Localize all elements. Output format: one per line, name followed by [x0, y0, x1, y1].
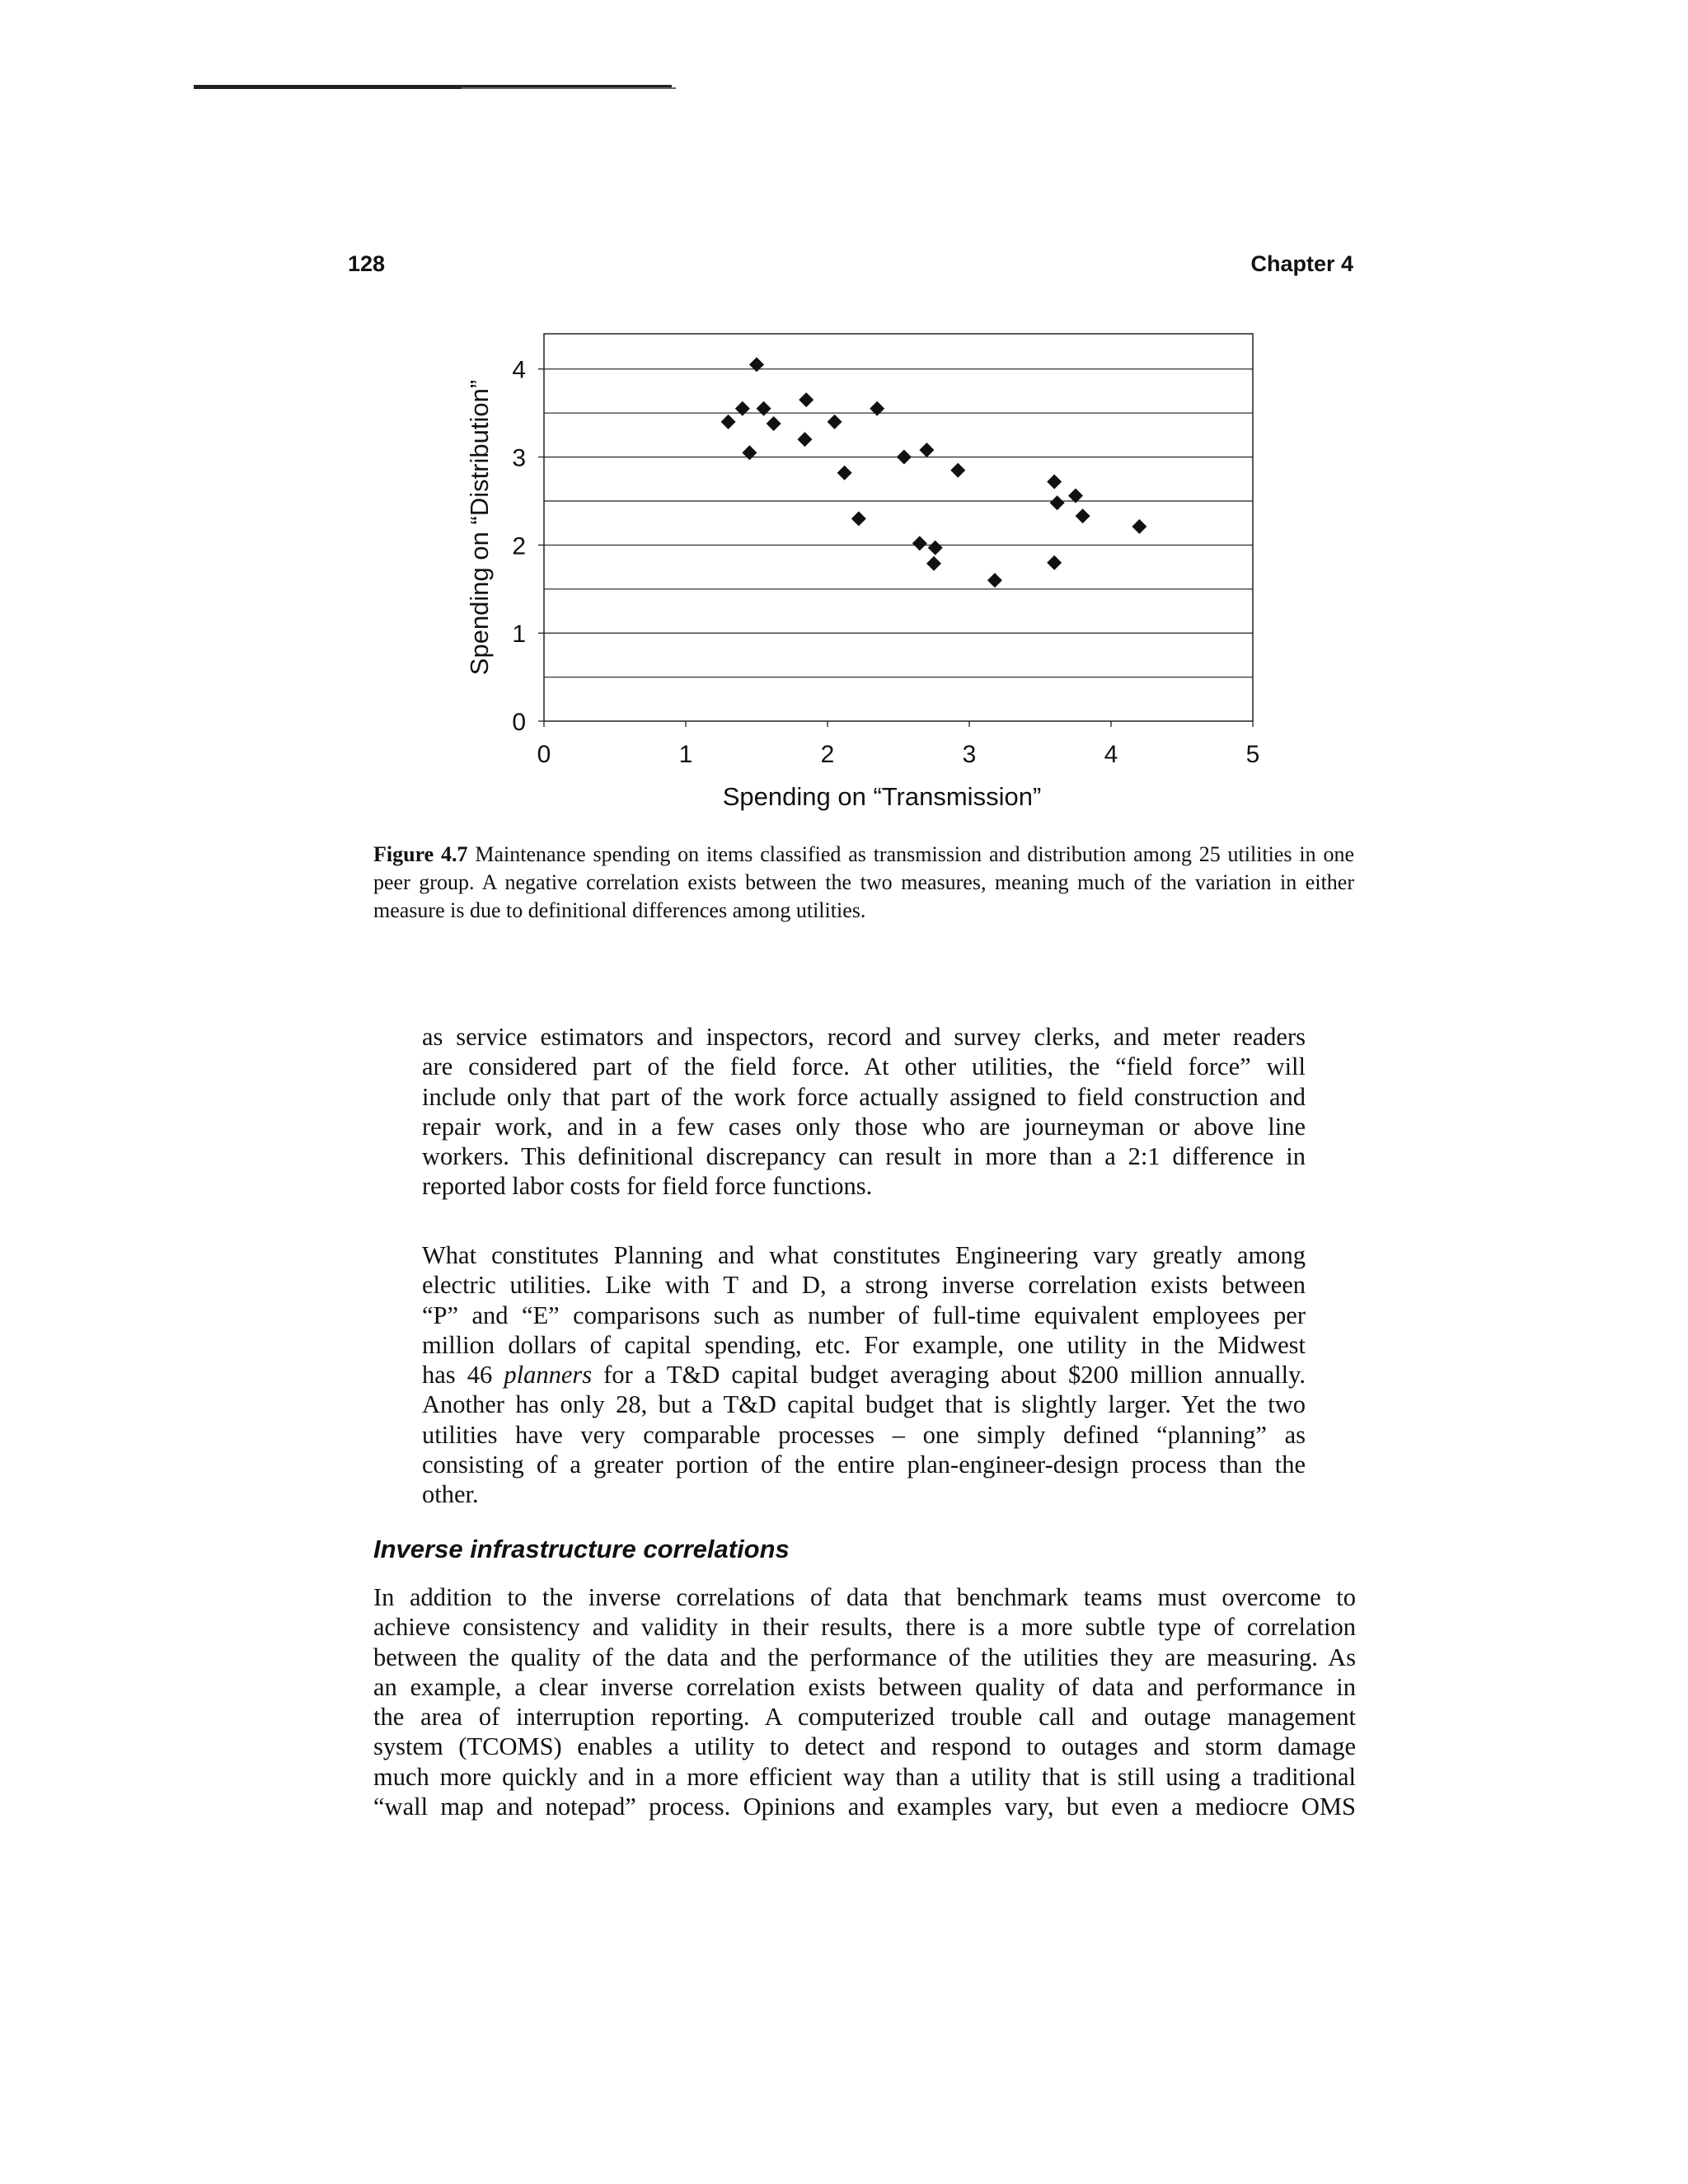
data-point	[870, 401, 884, 416]
x-tick-label: 5	[1245, 741, 1260, 768]
x-tick-label: 1	[678, 741, 693, 768]
data-point	[950, 463, 965, 478]
x-axis-label: Spending on “Transmission”	[722, 782, 1042, 811]
data-point	[928, 541, 943, 555]
data-point	[912, 536, 927, 551]
data-point	[767, 416, 781, 431]
data-point	[1050, 495, 1065, 510]
y-tick-label: 0	[512, 709, 526, 736]
paragraph-2	[422, 1240, 1306, 1510]
y-tick-label: 2	[512, 532, 526, 560]
x-tick-label: 2	[820, 741, 835, 768]
data-point	[1047, 474, 1062, 489]
top-rule-tail	[462, 87, 676, 89]
y-axis-label: Spending on “Distribution”	[465, 379, 494, 676]
data-point	[837, 466, 852, 480]
text-line: utilities have very comparable processes – one simply defined “planning” as	[422, 1420, 1306, 1449]
text-line: repair work, and in a few cases only those who are journeyman or above line	[422, 1112, 1306, 1141]
data-points	[721, 357, 1147, 588]
text-line: an example, a clear inverse correlation exists between quality of data and performance in	[373, 1672, 1356, 1701]
text-line: are considered part of the field force. At other utilities, the “field force” will	[422, 1052, 1306, 1081]
x-tick-label: 4	[1104, 741, 1118, 768]
emphasis-planners: planners	[504, 1361, 593, 1390]
text-line: consisting of a greater portion of the entire plan-engineer-design process than the	[422, 1451, 1306, 1479]
data-point	[735, 401, 750, 416]
y-tick-label: 4	[512, 356, 526, 384]
figure-caption	[373, 841, 1354, 925]
text-line: million dollars of capital spending, etc. For example, one utility in the Midwest	[422, 1330, 1306, 1359]
data-point	[797, 432, 812, 447]
text-line: “wall map and notepad” process. Opinions and examples vary, but even a mediocre OMS	[373, 1793, 1356, 1821]
text-line: What constitutes Planning and what constitutes Engineering vary greatly among	[422, 1241, 1306, 1269]
y-axis-ticks	[512, 357, 544, 736]
text-line: between the quality of the data and the performance of the utilities they are measuring. As	[373, 1643, 1356, 1671]
text-line: the area of interruption reporting. A computerized trouble call and outage management	[373, 1703, 1356, 1732]
data-point	[1132, 519, 1146, 534]
text-line	[422, 1360, 1306, 1390]
data-point	[757, 401, 771, 416]
text-line: workers. This definitional discrepancy can result in more than a 2:1 difference in	[422, 1142, 1306, 1171]
data-point	[919, 443, 934, 457]
x-tick-label: 0	[537, 741, 551, 768]
text-line: system (TCOMS) enables a utility to detect and respond to outages and storm damage	[373, 1732, 1356, 1761]
data-point	[1076, 509, 1090, 523]
text-line: include only that part of the work force actually assigned to field construction and	[422, 1082, 1306, 1111]
text-run: for a T&D capital budget averaging about $200 million annually.	[592, 1361, 1306, 1390]
data-point	[749, 357, 764, 372]
scatter-chart	[445, 321, 1302, 816]
data-point	[851, 511, 866, 526]
text-line: reported labor costs for field force functions.	[422, 1172, 873, 1201]
data-point	[828, 415, 842, 429]
data-point	[1047, 555, 1062, 570]
text-run: has 46	[422, 1361, 504, 1390]
data-point	[897, 450, 912, 465]
text-line: much more quickly and in a more efficient way than a utility that is still using a traditional	[373, 1762, 1356, 1791]
text-line: Another has only 28, but a T&D capital budget that is slightly larger. Yet the two	[422, 1390, 1306, 1419]
text-line: achieve consistency and validity in their results, there is a more subtle type of correlation	[373, 1613, 1356, 1642]
data-point	[742, 445, 757, 460]
data-point	[799, 392, 814, 407]
page-number: 128	[348, 251, 386, 276]
text-line: In addition to the inverse correlations of data that benchmark teams must overcome to	[373, 1583, 1356, 1611]
chapter-label: Chapter 4	[1250, 251, 1353, 276]
text-line: as service estimators and inspectors, record and survey clerks, and meter readers	[422, 1023, 1306, 1051]
paragraph-1	[422, 1022, 1306, 1202]
text-line: electric utilities. Like with T and D, a strong inverse correlation exists between	[422, 1271, 1306, 1300]
text-line: other.	[422, 1480, 479, 1509]
text-line: “P” and “E” comparisons such as number of full-time equivalent employees per	[422, 1301, 1306, 1329]
x-tick-label: 3	[962, 741, 977, 768]
chart-grid	[544, 369, 1253, 677]
data-point	[926, 556, 941, 571]
x-axis-ticks	[537, 721, 1260, 768]
figure-label: Figure 4.7	[373, 842, 468, 866]
data-point	[987, 573, 1002, 588]
paragraph-3	[373, 1582, 1356, 1821]
y-tick-label: 3	[512, 444, 526, 472]
plot-area	[544, 334, 1253, 721]
data-point	[721, 415, 736, 429]
section-heading: Inverse infrastructure correlations	[373, 1535, 790, 1563]
y-tick-label: 1	[512, 621, 526, 649]
figure-caption-text: Maintenance spending on items classified as transmission and distribution among 25 utilities in one peer group. A negative correlation exists between the two measures, meaning much of the variation in either measure is due to definitional differences among utilities.	[373, 842, 1354, 922]
